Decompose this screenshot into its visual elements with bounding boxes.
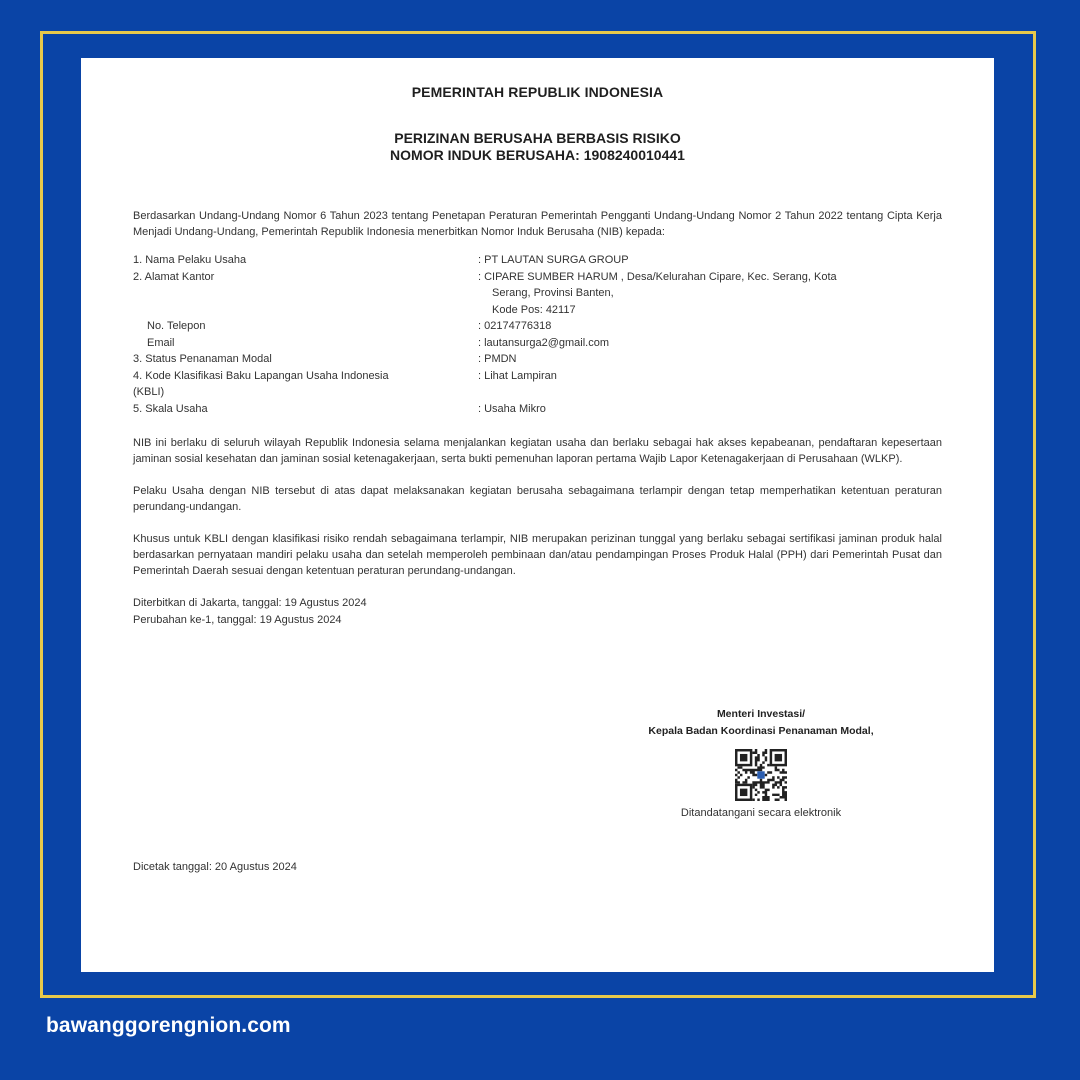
issued-date: Diterbitkan di Jakarta, tanggal: 19 Agustus 2024 [133,597,367,609]
signatory-line-2: Kepala Badan Koordinasi Penanaman Modal, [648,725,874,737]
signature-block [591,706,931,819]
field-label: 5. Skala Usaha [133,402,208,415]
field-row-investment [133,351,942,368]
signatory-line-1: Menteri Investasi/ [716,708,806,720]
field-value: : PMDN [478,353,517,365]
field-row-email [133,335,942,352]
business-fields [133,252,942,417]
address-line-3: Kode Pos: 42117 [492,303,576,316]
issue-dates [133,595,942,629]
field-label: 3. Status Penanaman Modal [133,353,272,365]
printed-date: Dicetak tanggal: 20 Agustus 2024 [133,861,297,873]
activity-paragraph: Pelaku Usaha dengan NIB tersebut di atas dapat melaksanakan kegiatan berusaha sebagaimana terlampir dengan tetap memperhatikan ketentuan peraturan perundang-undangan. [133,485,942,513]
nib-document [81,58,994,972]
qr-code-icon [735,749,787,801]
halal-paragraph: Khusus untuk KBLI dengan klasifikasi risiko rendah sebagaimana terlampir, NIB merupakan perizinan tunggal yang berlaku sebagai sertifikasi jaminan produk halal berdasarkan pernyataan mandiri pelaku usaha dan setelah memperoleh pembinaan dan/atau pendampingan Proses Produk Halal (PPH) dari Pemerintah Pusat dan Pemerintah Daerah sesuai dengan ketentuan peraturan perundang-undangan. [133,533,942,577]
government-heading: PEMERINTAH REPUBLIK INDONESIA [411,84,664,100]
field-value: : Usaha Mikro [478,402,546,415]
field-label: Email [147,336,175,349]
field-label: 2. Alamat Kantor [133,270,215,283]
changed-date: Perubahan ke-1, tanggal: 19 Agustus 2024 [133,614,342,626]
field-label: No. Telepon [147,320,206,332]
field-row-name [133,252,942,269]
field-row-phone [133,318,942,335]
title-line-2: NOMOR INDUK BERUSAHA: 1908240010441 [390,147,685,163]
field-value: : Lihat Lampiran [478,369,557,382]
field-row-address [133,269,942,319]
signed-electronically-note: Ditandatangani secara elektronik [680,807,842,819]
kbli-label-line-2: (KBLI) [133,386,165,398]
field-row-scale [133,401,942,418]
address-line-2: Serang, Provinsi Banten, [492,287,614,299]
address-line-1: : CIPARE SUMBER HARUM , Desa/Kelurahan Cipare, Kec. Serang, Kota [478,270,837,283]
field-label: 1. Nama Pelaku Usaha [133,254,247,266]
field-label [133,368,478,401]
field-value: : PT LAUTAN SURGA GROUP [478,254,629,266]
title-line-1: PERIZINAN BERUSAHA BERBASIS RISIKO [394,130,681,146]
validity-paragraph: NIB ini berlaku di seluruh wilayah Republik Indonesia selama menjalankan kegiatan usaha dan berlaku sebagai hak akses kepabeanan, pendaftaran kepesertaan jaminan sosial kesehatan dan jaminan sosial ketenagakerjaan, serta bukti pemenuhan laporan pertama Wajib Lapor Ketenagakerjaan di Perusahaan (WLKP). [133,437,942,465]
document-title [133,130,942,164]
website-watermark: bawanggorengnion.com [46,1014,291,1037]
field-row-kbli [133,368,942,401]
kbli-label-line-1: 4. Kode Klasifikasi Baku Lapangan Usaha Indonesia [133,369,389,382]
field-value [478,269,942,319]
field-value: : 02174776318 [478,320,552,332]
intro-paragraph: Berdasarkan Undang-Undang Nomor 6 Tahun 2023 tentang Penetapan Peraturan Pemerintah Pengganti Undang-Undang Nomor 2 Tahun 2022 tentang Cipta Kerja Menjadi Undang-Undang, Pemerintah Republik Indonesia menerbitkan Nomor Induk Berusaha (NIB) kepada: [133,210,942,238]
field-value: : lautansurga2@gmail.com [478,336,610,349]
